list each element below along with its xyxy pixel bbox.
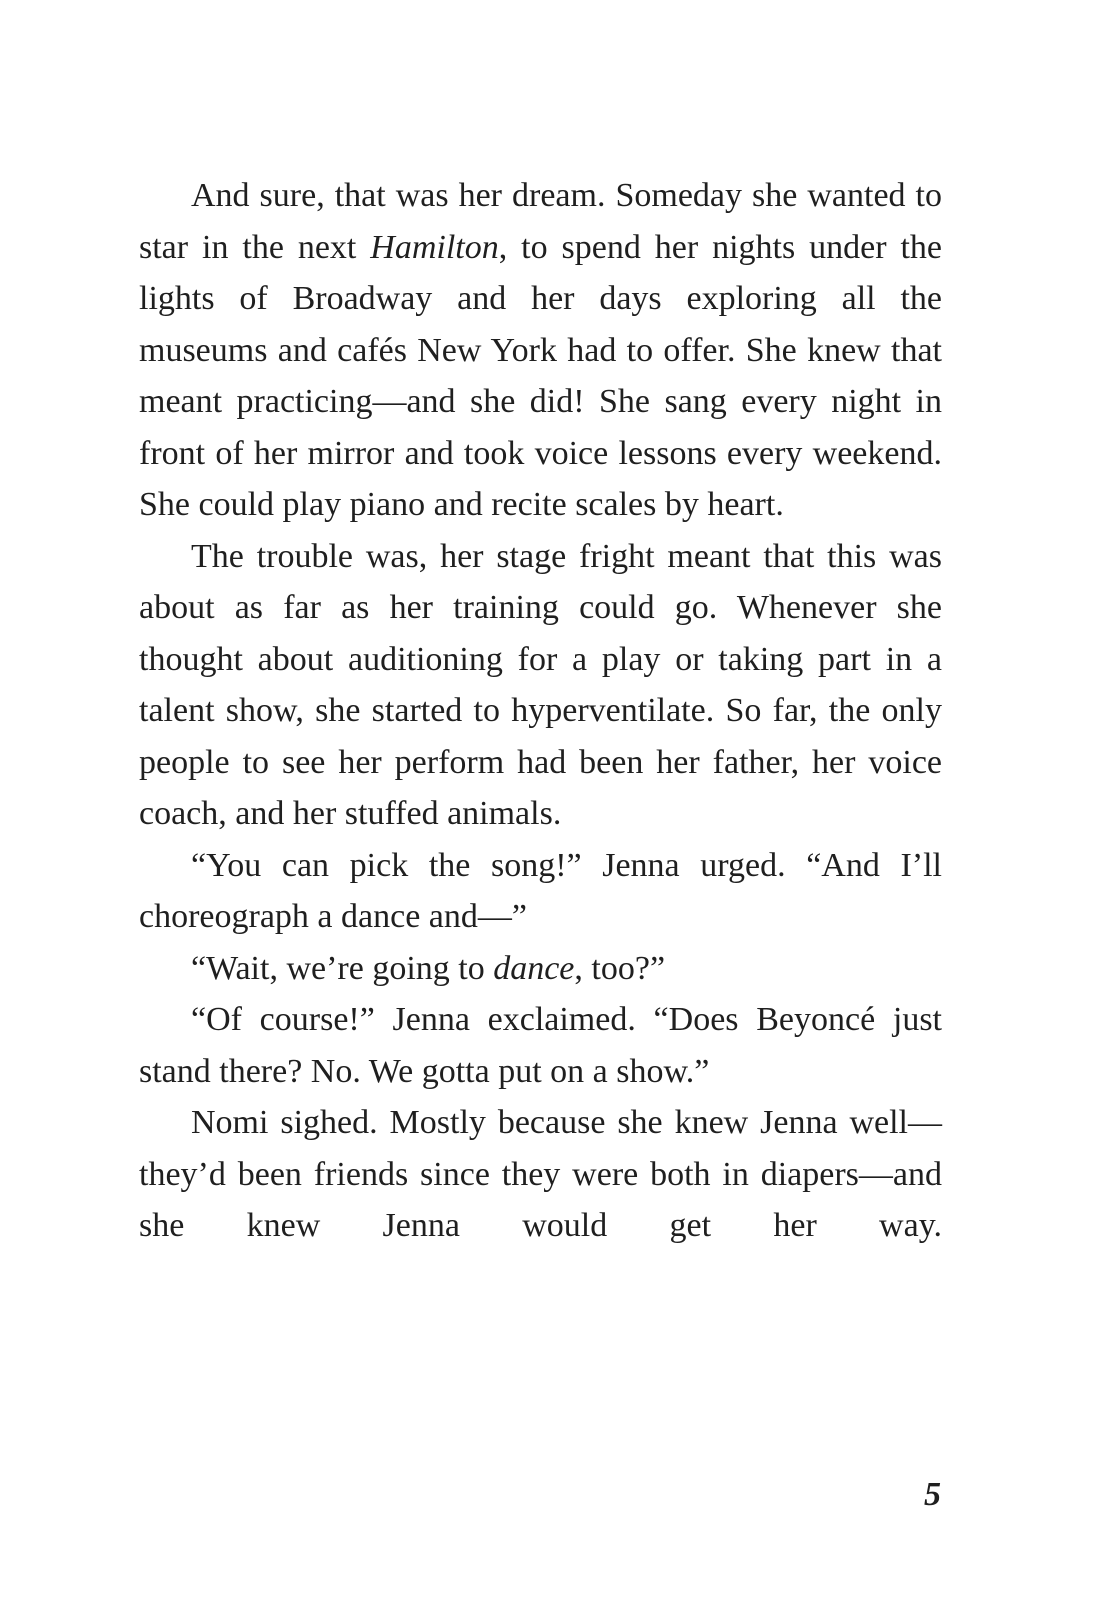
page-number: 5 [924,1476,941,1513]
text-run: Nomi sighed. Mostly because she knew Jenna well—they’d been friends since they were both in diapers—and she knew Jenna would get her way. [139,1104,942,1244]
paragraph-2 [139,531,942,840]
body-text [139,170,942,1252]
text-run: , too?” [574,949,666,987]
paragraph-3 [139,840,942,943]
text-run: “Of course!” Jenna exclaimed. “Does Beyoncé just stand there? No. We gotta put on a show.” [139,1001,942,1090]
text-run: And sure, that was her dream. Someday she wanted to star in the next [139,177,942,266]
italic-text: dance [493,949,575,987]
paragraph-6 [139,1097,942,1252]
text-run: The trouble was, her stage fright meant that this was about as far as her training could go. Whenever she thought about auditioning for a play or taking part in a talent show, she started to hyperventilate. So far, the only people to see her perform had been her father, her voice coach, and her stuffed animals. [139,537,942,832]
italic-text: Hamilton [370,228,499,266]
text-run: “Wait, we’re going to [191,949,494,987]
paragraph-4 [139,943,942,995]
paragraph-5 [139,994,942,1097]
text-run: “You can pick the song!” Jenna urged. “And I’ll choreograph a dance and—” [139,846,942,935]
text-run: , to spend her nights under the lights of Broadway and her days exploring all the museums and cafés New York had to offer. She knew that meant practicing—and she did! She sang every night in front of her mirror and took voice lessons every weekend. She could play piano and recite scales by heart. [139,228,942,523]
paragraph-1 [139,170,942,531]
